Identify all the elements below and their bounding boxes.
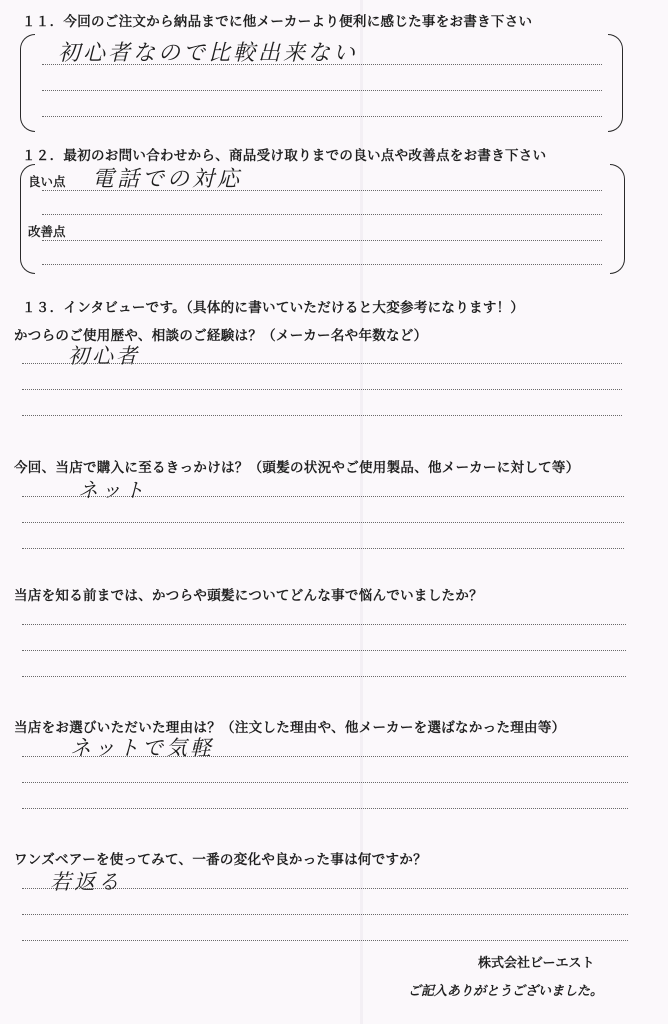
q13-item-1-line-1 [22, 363, 622, 364]
q11-title: １１．今回のご注文から納品までに他メーカーより便利に感じた事をお書き下さい [22, 14, 533, 30]
q11-bracket-right [608, 34, 623, 132]
q13-item-2-answer: ネット [78, 478, 147, 502]
q13-item-4-question: 当店をお選びいただいた理由は？（注文した理由や、他メーカーを選ばなかった理由等） [14, 720, 566, 736]
q13-item-4-answer: ネットで気軽 [70, 736, 214, 760]
q11-answer-line-3 [42, 116, 602, 117]
q13-item-1-line-2 [22, 389, 622, 390]
q13-item-2-line-1 [22, 496, 624, 497]
q12-good-line-1 [42, 190, 602, 191]
q13-item-4-line-1 [22, 756, 628, 757]
q13-item-1-answer: 初心者 [68, 344, 140, 368]
q13-title: １３．インタビューです。（具体的に書いていただけると大変参考になります！） [22, 300, 525, 316]
q13-item-2-line-3 [22, 548, 624, 549]
q13-item-3-line-1 [22, 624, 626, 625]
q11-answer: 初心者なので比較出来ない [58, 41, 359, 66]
q12-good-answer: 電話での対応 [92, 167, 243, 192]
q13-item-3-question: 当店を知る前までは、かつらや頭髪についてどんな事で悩んでいましたか？ [14, 588, 483, 604]
q13-item-4-line-2 [22, 782, 628, 783]
q12-improve-line-2 [42, 264, 602, 265]
q11-answer-line-1 [42, 64, 602, 65]
q12-title: １２．最初のお問い合わせから、商品受け取りまでの良い点や改善点をお書き下さい [22, 148, 547, 164]
q12-improve-line-1 [42, 240, 602, 241]
q11-answer-line-2 [42, 90, 602, 91]
q12-good-line-2 [42, 214, 602, 215]
q13-item-1-question: かつらのご使用歴や、相談のご経験は？（メーカー名や年数など） [14, 328, 428, 344]
q13-item-5-question: ワンズベアーを使ってみて、一番の変化や良かった事は何ですか？ [14, 852, 427, 868]
q11-bracket-left [20, 34, 35, 132]
q13-item-5-answer: 若返る [50, 870, 122, 894]
q13-item-5-line-2 [22, 914, 628, 915]
q13-item-5-line-1 [22, 888, 628, 889]
q13-item-2-question: 今回、当店で購入に至るきっかけは？（頭髪の状況やご使用製品、他メーカーに対して等） [14, 460, 580, 476]
q13-item-1-line-3 [22, 415, 622, 416]
q12-bracket-right [610, 164, 625, 274]
q12-improve-label: 改善点 [28, 224, 66, 239]
q13-item-3-line-2 [22, 650, 626, 651]
thank-you-message: ご記入ありがとうございました。 [408, 984, 604, 999]
q13-item-2-line-2 [22, 522, 624, 523]
q13-item-4-line-3 [22, 808, 628, 809]
q12-good-label: 良い点 [28, 174, 66, 189]
q13-item-3-line-3 [22, 676, 626, 677]
q13-item-5-line-3 [22, 940, 628, 941]
company-name: 株式会社ビーエスト [478, 956, 595, 971]
